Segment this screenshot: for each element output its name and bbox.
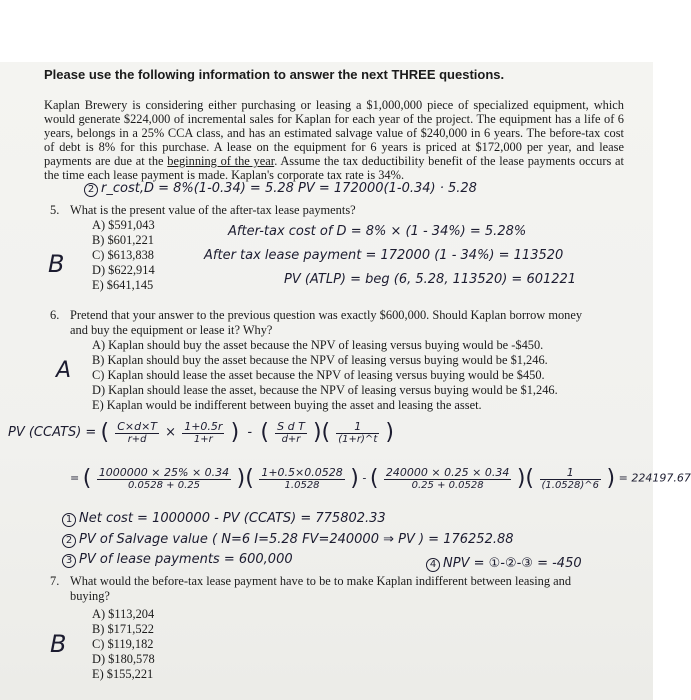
handwritten-q6-answer: A: [56, 358, 72, 383]
paragraph-part-1: Kaplan Brewery is considering either purchasing or leasing a $1,000,000 piece of specialized equipment, which would generate $224,000 of incremental sales for Kaplan for each year of the project. The equipment has a life of 6 years, belongs in a 25% CCA class, and has an estimated salvage value of $240,000 in 6 years. The before-tax cost of debt is 8% for this purchase. A lease on the equipment for 6 years is priced at $172,000 per year, and lease payments are due at the: [44, 98, 624, 168]
q6-option-e: E) Kaplan would be indifferent between buying the asset and leasing the asset.: [92, 398, 482, 412]
handwritten-q7-answer: B: [50, 630, 67, 658]
section-heading: Please use the following information to answer the next THREE questions.: [44, 67, 505, 82]
handwritten-step-1: 1 Net cost = 1000000 - PV (CCATS) = 775802.33: [62, 511, 386, 527]
q5-option-e: E) $641,145: [92, 278, 154, 292]
q7-option-e: E) $155,221: [92, 667, 154, 681]
q5-number: 5.: [50, 203, 60, 217]
q7-option-a: A) $113,204: [92, 607, 155, 621]
handwritten-pv-atlp: PV (ATLP) = beg (6, 5.28, 113520) = 601221: [284, 272, 577, 287]
handwritten-step-3: 3 PV of lease payments = 600,000: [62, 552, 293, 568]
q6-option-d: D) Kaplan should lease the asset, because the NPV of leasing versus buying would be $1,246.: [92, 383, 558, 397]
q6-stem-line-2: and buy the equipment or lease it? Why?: [70, 323, 273, 337]
handwritten-q5-answer: B: [48, 250, 65, 278]
handwritten-pv-ccats-substitution: = ( $\frac{1000000 \times 25\% \times 0.34}{0.0528 + 0.25}$ )( $\frac{1+0.5\times 0.0528}{1.0528}$ ) - ( $\frac{240000 \times 0.25 \times 0.34}{0.25 + 0.0528}$ )( $\frac{1}{(1.0528)\^{}6}$ ) = 224197.67: [70, 466, 691, 491]
paragraph-part-2: . Assume the tax deductibility benefit of the lease payments occurs at the time each lease payment is made. Kaplan's corporate tax rate is 34%.: [44, 154, 624, 182]
handwritten-pv-ccats-formula: PV (CCATS) = ( $\frac{C\times d\times T}{r+d}$ × $\frac{1+0.5r}{1+r}$ ) - ( $\frac{\text{S d T}}{d+r}$ )( $\frac{1}{(1+r)\^{}t}$ ): [8, 420, 394, 445]
q5-option-c: C) $613,838: [92, 248, 154, 262]
q6-option-a: A) Kaplan should buy the asset because the NPV of leasing versus buying would be -$450.: [92, 338, 544, 352]
paragraph-underlined: beginning of the year: [167, 154, 275, 168]
q7-number: 7.: [50, 574, 60, 588]
handwritten-step-2: 2 PV of Salvage value ( N=6 I=5.28 FV=240000 ⇒ PV ) = 176252.88: [62, 532, 514, 548]
document-page: [0, 62, 691, 700]
q6-number: 6.: [50, 308, 60, 322]
q7-option-c: C) $119,182: [92, 637, 154, 651]
q7-stem-line-2: buying?: [70, 589, 110, 603]
top-margin: [0, 0, 653, 62]
handwritten-step-4: 4 NPV = ①-②-③ = -450: [426, 556, 582, 572]
handwritten-after-tax-lease: After tax lease payment = 172000 (1 - 34%) = 113520: [204, 248, 564, 263]
q7-option-b: B) $171,522: [92, 622, 154, 636]
q6-option-c: C) Kaplan should lease the asset because the NPV of leasing versus buying would be $450.: [92, 368, 545, 382]
problem-paragraph: [44, 98, 624, 182]
q5-stem: What is the present value of the after-tax lease payments?: [70, 203, 356, 217]
handwritten-after-tax-cost: After-tax cost of D = 8% × (1 - 34%) = 5.28%: [228, 224, 527, 239]
q5-option-d: D) $622,914: [92, 263, 155, 277]
handwritten-cost-of-debt: 2 r_cost,D = 8%(1-0.34) = 5.28 PV = 172000(1-0.34) · 5.28: [84, 181, 477, 197]
q6-option-b: B) Kaplan should buy the asset because the NPV of leasing versus buying would be $1,246.: [92, 353, 548, 367]
q7-option-d: D) $180,578: [92, 652, 155, 666]
q6-stem-line-1: Pretend that your answer to the previous question was exactly $600,000. Should Kaplan borrow money: [70, 308, 583, 322]
q5-option-a: A) $591,043: [92, 218, 155, 232]
q5-option-b: B) $601,221: [92, 233, 154, 247]
q7-stem-line-1: What would the before-tax lease payment have to be to make Kaplan indifferent between leasing and: [70, 574, 572, 588]
